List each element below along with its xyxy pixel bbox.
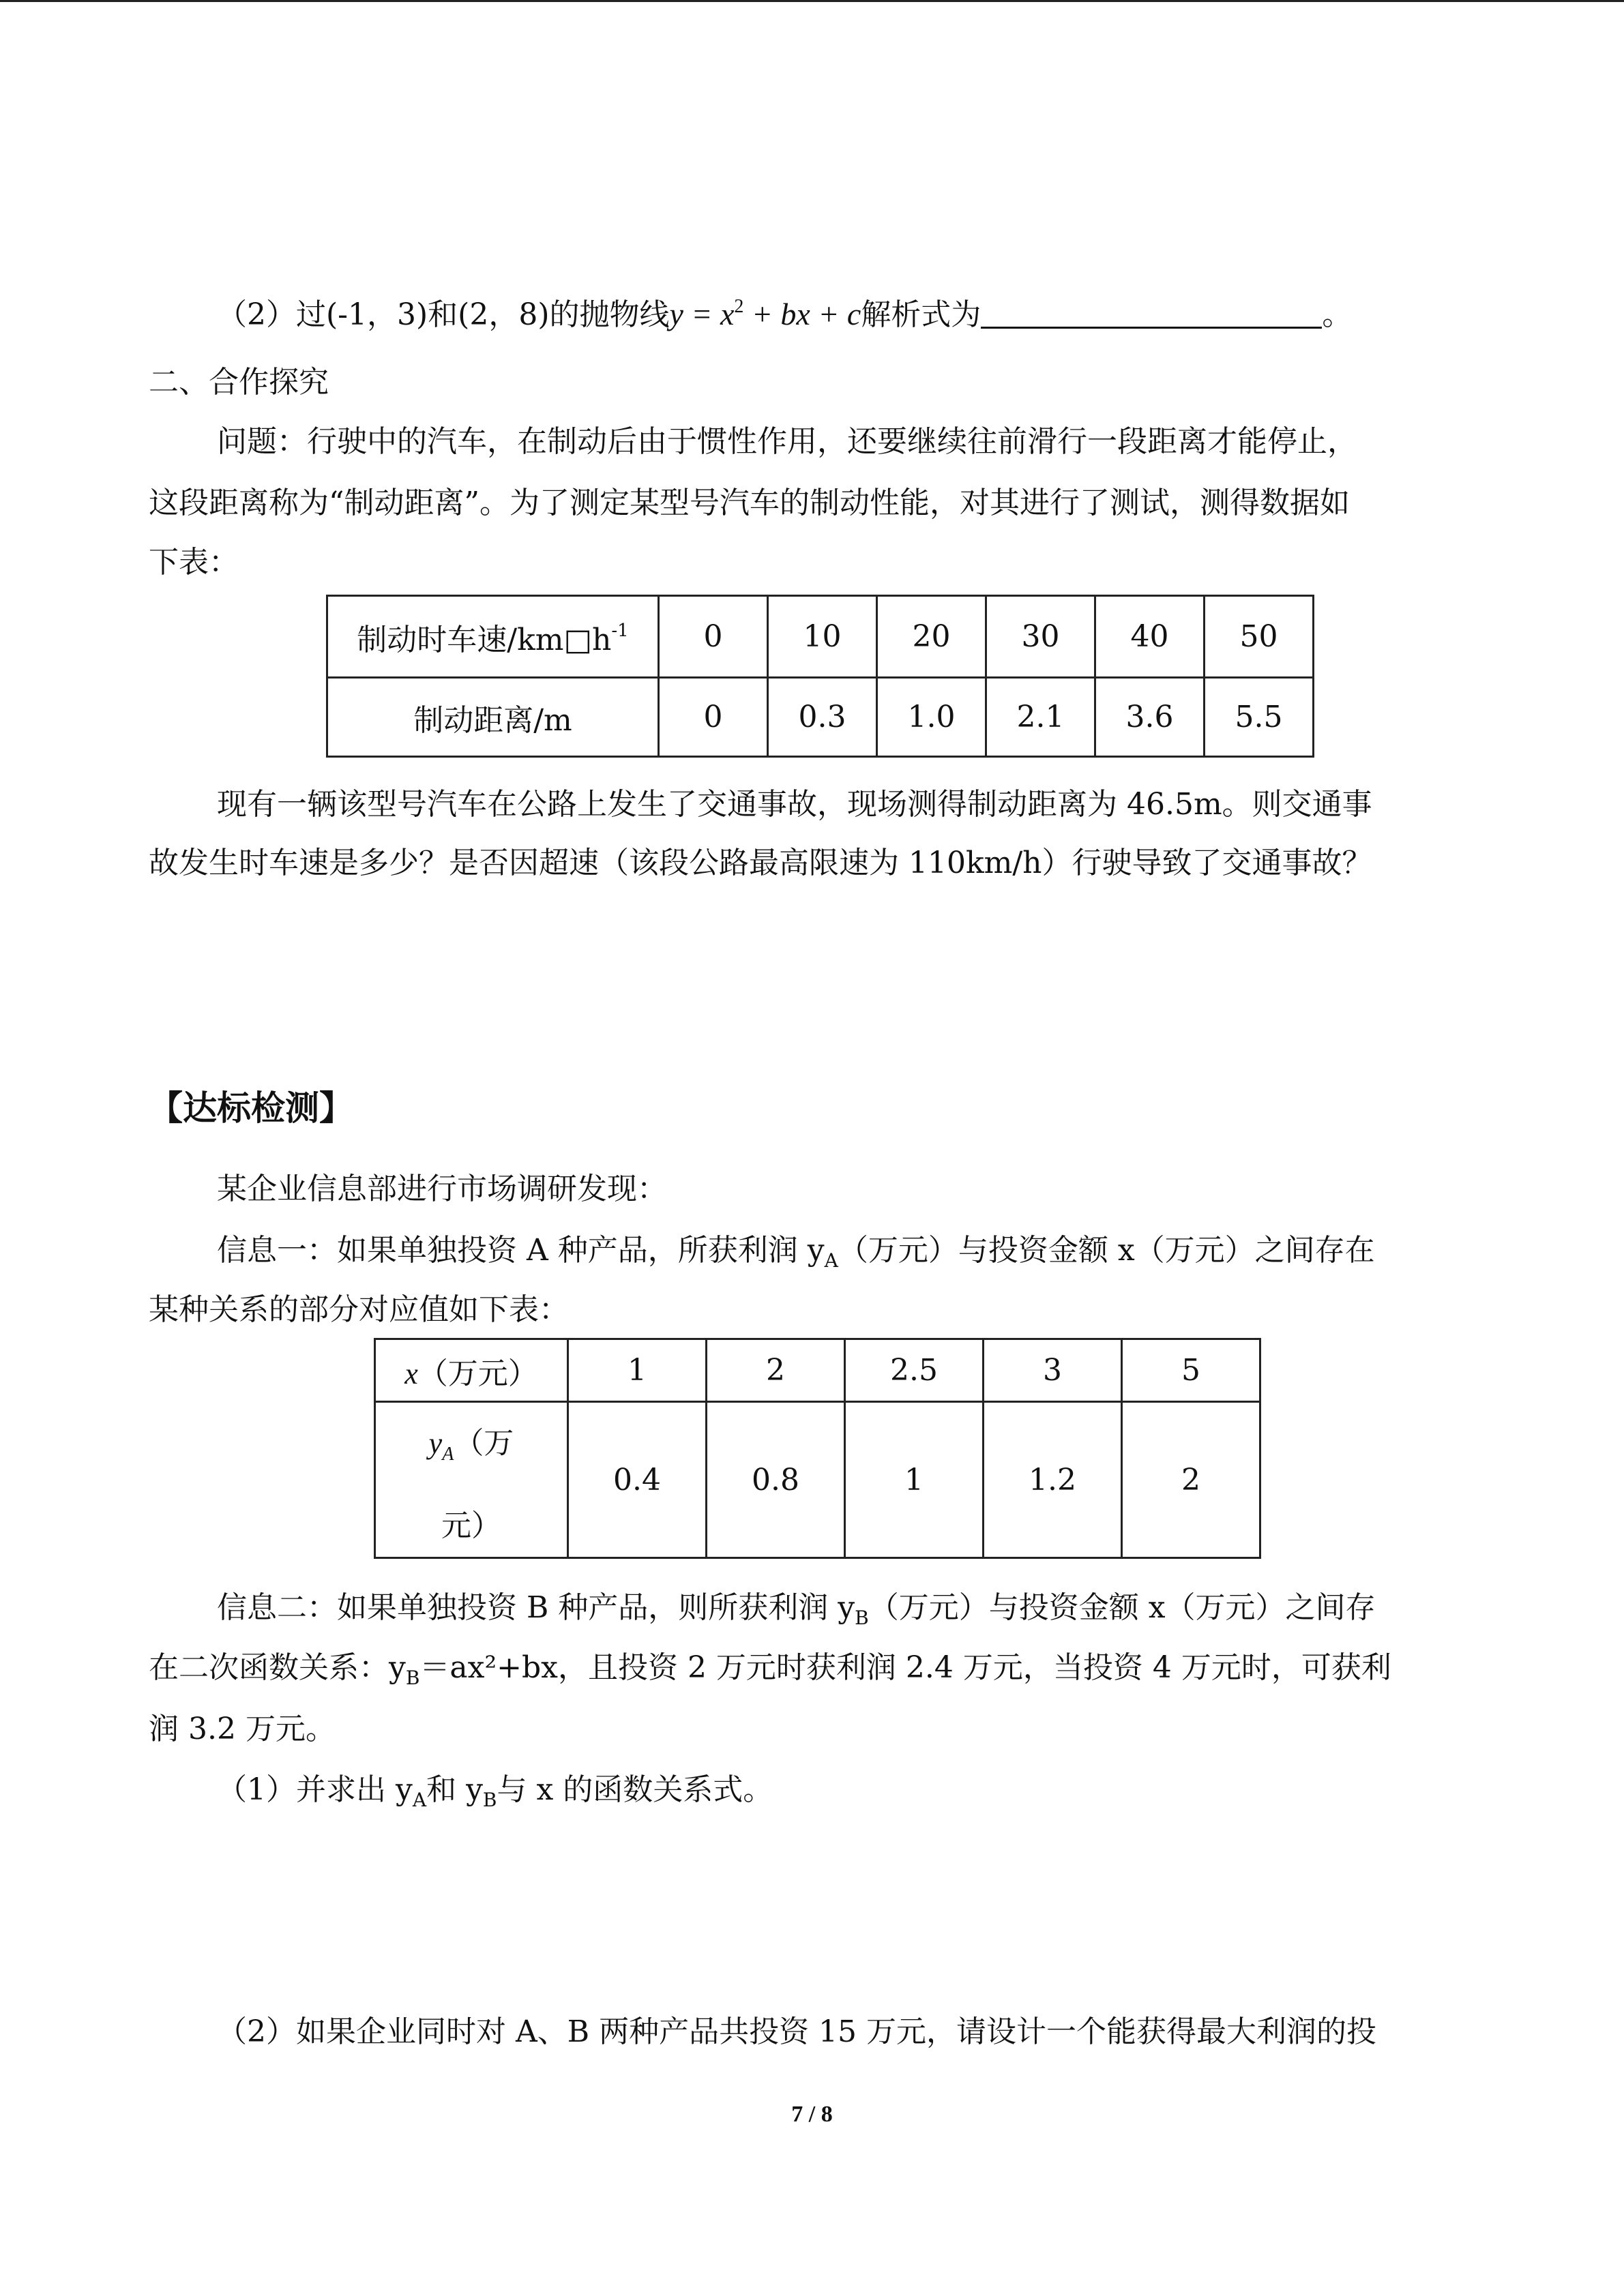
table-cell: 0.8 [707, 1402, 845, 1558]
table-row [375, 1402, 1260, 1558]
question-1 [217, 1771, 773, 1819]
page-number: 7 / 8 [791, 2102, 833, 2127]
table-cell: 1.2 [984, 1402, 1122, 1558]
table-cell: 0 [659, 678, 768, 757]
formula-lhs: y = x [669, 297, 735, 331]
ya-unit: （万 [454, 1426, 514, 1461]
table-cell: 20 [877, 596, 986, 678]
table-cell: 40 [1095, 596, 1205, 678]
speed-header [327, 596, 659, 678]
table-cell: 5.5 [1205, 678, 1314, 757]
info-2-text: 信息二：如果单独投资 B 种产品，则所获利润 y [217, 1590, 855, 1625]
subscript: B [405, 1667, 420, 1689]
subscript: A [442, 1444, 454, 1465]
answer-blank[interactable] [981, 299, 1322, 329]
formula-rhs: + bx + c [743, 297, 861, 331]
info-2-line-1 [217, 1589, 1376, 1637]
q1-text: （1）并求出 y [217, 1772, 413, 1807]
table-cell: 2.5 [845, 1339, 984, 1402]
subscript: A [824, 1249, 838, 1272]
speed-header-text: 制动时车速/km□h [357, 622, 612, 657]
question-2-parabola [217, 288, 1352, 334]
table-cell: 3 [984, 1339, 1122, 1402]
question-text: （2）过(-1，3)和(2，8)的抛物线 [217, 297, 670, 332]
info-1-text: （万元）与投资金额 x（万元）之间存在 [838, 1233, 1375, 1268]
x-var: x [404, 1356, 418, 1390]
table-cell: 5 [1122, 1339, 1260, 1402]
problem-line-3: 下表： [149, 545, 239, 580]
q1-text: 和 y [426, 1772, 483, 1807]
subscript: A [412, 1789, 427, 1811]
formula [670, 297, 861, 331]
table-row [375, 1339, 1260, 1402]
subscript: B [482, 1789, 497, 1811]
formula-exponent: 2 [734, 296, 744, 317]
y-var: y [428, 1427, 443, 1460]
question-2: （2）如果企业同时对 A、B 两种产品共投资 15 万元，请设计一个能获得最大利润的投 [217, 2014, 1377, 2049]
speed-header-sup: -1 [611, 620, 629, 641]
ya-header-line-2: 元） [441, 1508, 501, 1543]
table-cell: 50 [1205, 596, 1314, 678]
table-cell: 2 [1122, 1402, 1260, 1558]
section-title: 二、合作探究 [149, 365, 329, 400]
table-cell: 2 [707, 1339, 845, 1402]
table-cell: 2.1 [986, 678, 1095, 757]
question-suffix: 解析式为 [861, 297, 981, 332]
info-2-line-2 [149, 1649, 1391, 1697]
profit-table-a [374, 1338, 1261, 1559]
accident-line-2: 故发生时车速是多少？是否因超速（该段公路最高限速为 110km/h）行驶导致了交通事故？ [149, 846, 1372, 880]
table-cell: 1.0 [877, 678, 986, 757]
table-cell: 0 [659, 596, 768, 678]
ya-header-line-1 [376, 1403, 567, 1495]
info-1-line-1 [217, 1232, 1375, 1280]
period: 。 [1322, 297, 1353, 332]
info-2-text: 在二次函数关系：y [149, 1650, 406, 1685]
info-2-text: （万元）与投资金额 x（万元）之间存 [868, 1590, 1376, 1625]
braking-data-table [326, 595, 1314, 758]
ya-header [375, 1402, 568, 1558]
x-header [375, 1339, 568, 1402]
section-heading: 【达标检测】 [149, 1088, 353, 1128]
info-2-text: ＝ax²+bx，且投资 2 万元时获利润 2.4 万元，当投资 4 万元时，可获利 [419, 1650, 1391, 1685]
x-unit: （万元） [417, 1356, 538, 1391]
problem-line-2: 这段距离称为“制动距离”。为了测定某型号汽车的制动性能，对其进行了测试，测得数据如 [149, 486, 1350, 520]
table-row [327, 678, 1314, 757]
table-row [327, 596, 1314, 678]
q1-text: 与 x 的函数关系式。 [497, 1772, 773, 1807]
distance-header: 制动距离/m [327, 678, 659, 757]
top-border [0, 0, 1624, 2]
table-cell: 1 [568, 1339, 707, 1402]
table-cell: 3.6 [1095, 678, 1205, 757]
table-cell: 10 [768, 596, 877, 678]
info-1-text: 信息一：如果单独投资 A 种产品，所获利润 y [217, 1233, 825, 1268]
table-cell: 30 [986, 596, 1095, 678]
table-cell: 1 [845, 1402, 984, 1558]
subscript: B [855, 1607, 869, 1629]
table-cell: 0.3 [768, 678, 877, 757]
accident-line-1: 现有一辆该型号汽车在公路上发生了交通事故，现场测得制动距离为 46.5m。则交通事 [217, 787, 1372, 822]
survey-intro: 某企业信息部进行市场调研发现： [217, 1172, 667, 1206]
info-2-line-3: 润 3.2 万元。 [149, 1712, 336, 1746]
problem-line-1: 问题：行驶中的汽车，在制动后由于惯性作用，还要继续往前滑行一段距离才能停止， [217, 424, 1357, 459]
table-cell: 0.4 [568, 1402, 707, 1558]
info-1-line-2: 某种关系的部分对应值如下表： [149, 1292, 569, 1327]
